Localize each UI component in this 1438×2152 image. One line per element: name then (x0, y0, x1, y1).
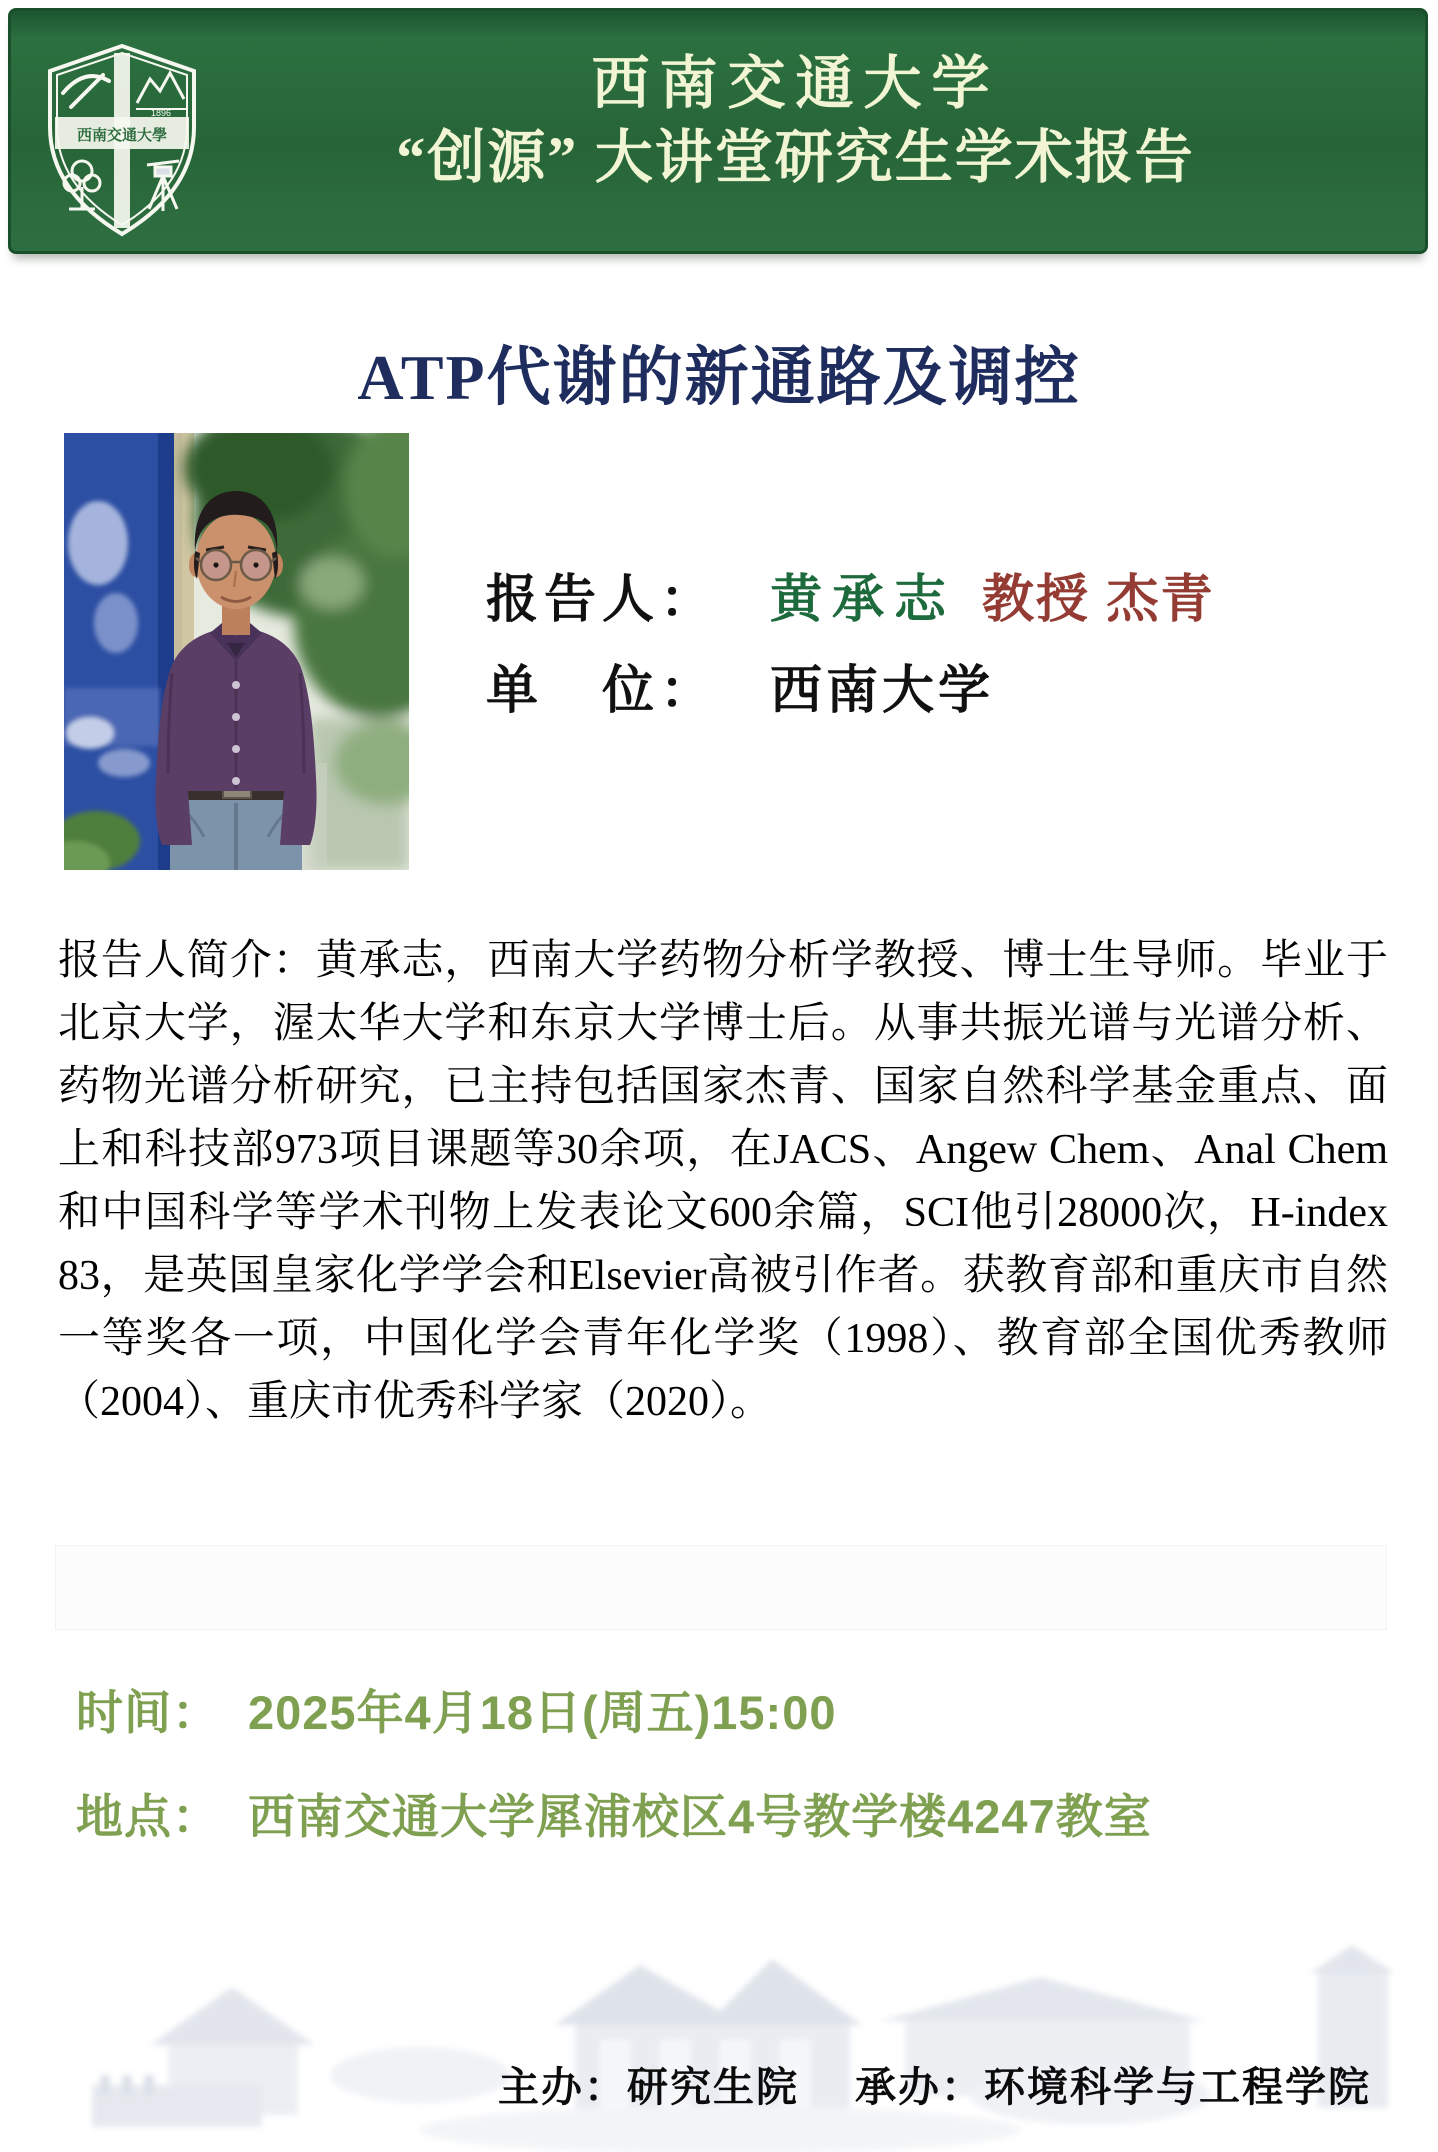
host-value: 研究生院 (627, 2064, 799, 2110)
location-label: 地点： (76, 1790, 220, 1843)
talk-title: ATP代谢的新通路及调控 (357, 342, 1081, 413)
time-value: 2025年4月18日(周五)15:00 (248, 1686, 837, 1739)
speaker-photo (64, 433, 409, 870)
logo-mountain-icon (136, 73, 186, 118)
time-row (76, 1676, 837, 1743)
logo-calligraphy-text: 西南交通大學 (76, 128, 168, 144)
location-value: 西南交通大学犀浦校区4号教学楼4247教室 (248, 1790, 1152, 1843)
lecture-series-name: “创源” 大讲堂研究生学术报告 (396, 125, 1195, 190)
campus-buildings-watermark (0, 1925, 1438, 2152)
speaker-row (486, 570, 1214, 630)
faint-background-panel (55, 1545, 1387, 1630)
speaker-bio: 报告人简介：黄承志，西南大学药物分析学教授、博士生导师。毕业于北京大学，渥太华大学和东京大学博士后。从事共振光谱与光谱分析、药物光谱分析研究，已主持包括国家杰青、国家自然科学基金重点、面上和科技部973项目课题等30余项，在JACS、Angew Chem、Anal Chem和中国科学等学术刊物上发表论文600余篇，SCI他引28000次，H-index 83，是英国皇家化学学会和Elsevier高被引作者。获教育部和重庆市自然一等奖各一项，中国化学会青年化学奖（1998）、教育部全国优秀教师（2004）、重庆市优秀科学家（2020）。 (58, 938, 1388, 1425)
logo-pickaxe-icon (63, 75, 109, 107)
university-shield-logo (41, 41, 203, 239)
speaker-label: 报告人： (486, 571, 719, 629)
speaker-honors: 教授 杰青 (982, 571, 1215, 629)
affiliation-label: 单 位： (486, 662, 719, 720)
affiliation-row (486, 661, 1214, 721)
time-label: 时间： (76, 1686, 220, 1739)
header-banner (8, 8, 1428, 254)
affiliation-value: 西南大学 (770, 662, 995, 720)
host-label: 主办： (498, 2064, 627, 2110)
speaker-portrait-graphic (64, 433, 409, 870)
logo-year-text: 1896 (150, 108, 172, 118)
location-row (76, 1780, 1152, 1847)
speaker-name: 黄承志 (770, 571, 957, 629)
header-text-block (191, 51, 1400, 191)
footer-credits (498, 2054, 1371, 2113)
speaker-info-block (486, 570, 1214, 721)
organizer-value: 环境科学与工程学院 (984, 2064, 1371, 2110)
organizer-label: 承办： (855, 2064, 984, 2110)
university-name: 西南交通大学 (591, 51, 1000, 116)
